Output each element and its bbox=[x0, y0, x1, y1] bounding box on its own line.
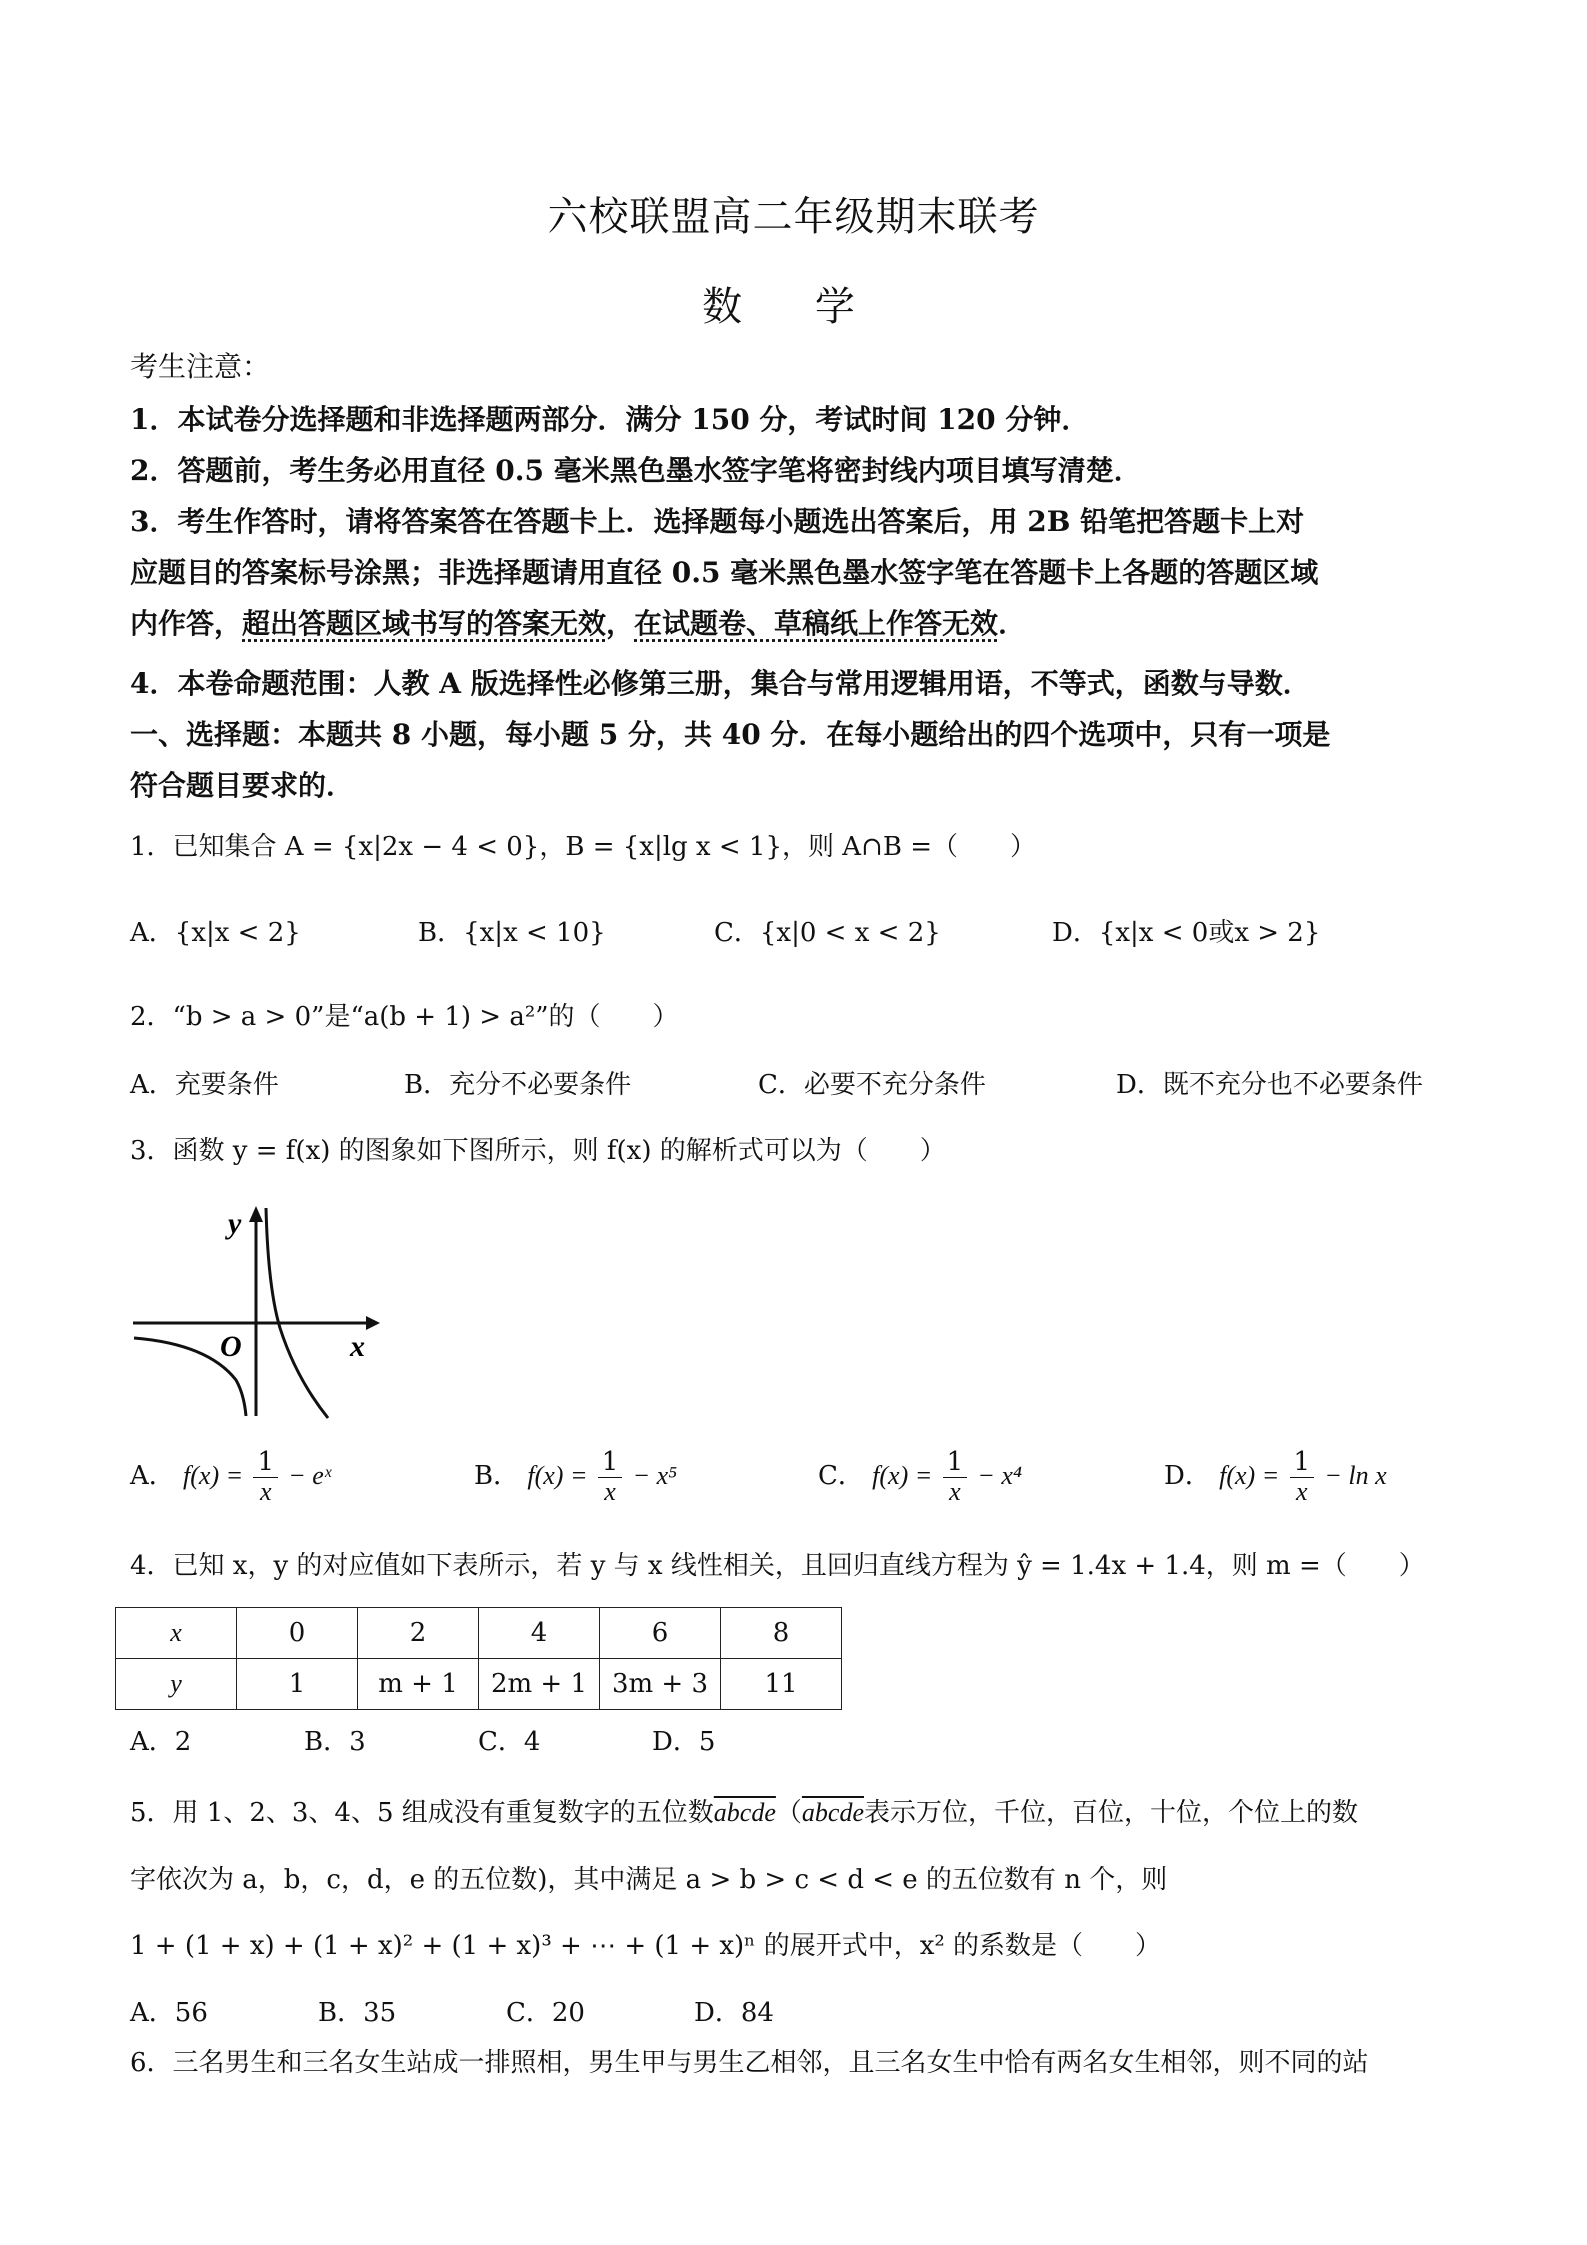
fraction bbox=[943, 1448, 968, 1506]
section-1-heading: 一、选择题：本题共 8 小题，每小题 5 分，共 40 分．在每小题给出的四个选项中，只有一项是 bbox=[130, 718, 1331, 751]
table-cell: 2m + 1 bbox=[479, 1659, 600, 1710]
data-table bbox=[115, 1607, 842, 1710]
question-3-stem: 3．函数 y = f(x) 的图象如下图所示，则 f(x) 的解析式可以为（ ） bbox=[130, 1136, 946, 1166]
function-lhs: f(x) = bbox=[527, 1461, 588, 1491]
fraction-denominator: x bbox=[949, 1476, 961, 1506]
question-text: （ bbox=[775, 1798, 802, 1828]
q5-option-d[interactable]: D．84 bbox=[694, 1998, 774, 2028]
q3-option-d[interactable] bbox=[1164, 1448, 1387, 1506]
subject-title: 数 学 bbox=[702, 284, 885, 330]
table-cell: 11 bbox=[721, 1659, 842, 1710]
y-axis-arrow bbox=[249, 1206, 263, 1222]
function-rest: − x⁵ bbox=[632, 1461, 678, 1491]
function-lhs: f(x) = bbox=[1219, 1461, 1280, 1491]
q3-option-a[interactable] bbox=[130, 1448, 331, 1506]
table-cell: 1 bbox=[237, 1659, 358, 1710]
question-5-line-3: 1 + (1 + x) + (1 + x)² + (1 + x)³ + ⋯ + (1 + x)ⁿ 的展开式中，x² 的系数是（ ） bbox=[130, 1931, 1162, 1961]
question-4-stem: 4．已知 x，y 的对应值如下表所示，若 y 与 x 线性相关，且回归直线方程为 ŷ = 1.4x + 1.4，则 m =（ ） bbox=[130, 1551, 1425, 1581]
origin-label: O bbox=[220, 1330, 242, 1363]
table-cell: 8 bbox=[721, 1608, 842, 1659]
x-axis-label: x bbox=[350, 1330, 365, 1363]
q3-option-b[interactable] bbox=[474, 1448, 677, 1506]
emphasis-text: 超出答题区域书写的答案无效 bbox=[242, 607, 607, 640]
q2-option-b[interactable]: B．充分不必要条件 bbox=[404, 1070, 632, 1100]
fraction-numerator: 1 bbox=[943, 1448, 968, 1478]
q1-option-c[interactable]: C．{x|0 < x < 2} bbox=[714, 918, 941, 948]
question-5-line-2: 字依次为 a，b，c，d，e 的五位数)，其中满足 a > b > c < d < e 的五位数有 n 个，则 bbox=[130, 1865, 1168, 1895]
table-cell: 3m + 3 bbox=[600, 1659, 721, 1710]
q4-option-c[interactable]: C．4 bbox=[478, 1727, 541, 1757]
number-notation: abcde bbox=[801, 1798, 864, 1827]
exam-title: 六校联盟高二年级期末联考 bbox=[547, 194, 1040, 240]
table-row bbox=[116, 1608, 842, 1659]
y-axis-label: y bbox=[228, 1207, 242, 1240]
question-5-line-1 bbox=[130, 1792, 1358, 1829]
function-lhs: f(x) = bbox=[183, 1461, 244, 1491]
notice-text: 内作答， bbox=[130, 607, 243, 640]
question-6-line-1: 6．三名男生和三名女生站成一排照相，男生甲与男生乙相邻，且三名女生中恰有两名女生相邻，则不同的站 bbox=[130, 2048, 1369, 2078]
q2-option-d[interactable]: D．既不充分也不必要条件 bbox=[1116, 1070, 1423, 1100]
q5-option-c[interactable]: C．20 bbox=[506, 1998, 585, 2028]
table-cell: 2 bbox=[358, 1608, 479, 1659]
table-cell: 6 bbox=[600, 1608, 721, 1659]
table-cell: y bbox=[116, 1659, 237, 1710]
x-axis-arrow bbox=[366, 1316, 380, 1330]
question-text: 5．用 1、2、3、4、5 组成没有重复数字的五位数 bbox=[130, 1798, 714, 1828]
notice-item-3-line-3 bbox=[130, 602, 1026, 642]
option-label: A． bbox=[130, 1461, 175, 1492]
notice-item-3-line-1: 3．考生作答时，请将答案答在答题卡上．选择题每小题选出答案后，用 2B 铅笔把答题卡上对 bbox=[130, 505, 1305, 538]
notice-text: ． bbox=[998, 607, 1027, 640]
q3-option-c[interactable] bbox=[818, 1448, 1022, 1506]
fraction-numerator: 1 bbox=[598, 1448, 623, 1478]
q5-option-a[interactable]: A．56 bbox=[130, 1998, 208, 2028]
fraction bbox=[598, 1448, 623, 1506]
table-cell: m + 1 bbox=[358, 1659, 479, 1710]
fraction bbox=[253, 1448, 278, 1506]
notice-item-4: 4．本卷命题范围：人教 A 版选择性必修第三册，集合与常用逻辑用语，不等式，函数与导数． bbox=[130, 667, 1311, 700]
q4-option-b[interactable]: B．3 bbox=[304, 1727, 366, 1757]
notice-item-3-line-2: 应题目的答案标号涂黑；非选择题请用直径 0.5 毫米黑色墨水签字笔在答题卡上各题的答题区域 bbox=[130, 556, 1319, 589]
q2-option-c[interactable]: C．必要不充分条件 bbox=[758, 1070, 986, 1100]
q1-option-d[interactable]: D．{x|x < 0或x > 2} bbox=[1052, 918, 1321, 948]
fraction-denominator: x bbox=[604, 1476, 616, 1506]
q4-option-d[interactable]: D．5 bbox=[652, 1727, 716, 1757]
table-cell: 4 bbox=[479, 1608, 600, 1659]
q4-option-a[interactable]: A．2 bbox=[130, 1727, 192, 1757]
q2-option-a[interactable]: A．充要条件 bbox=[130, 1070, 279, 1100]
q1-option-a[interactable]: A．{x|x < 2} bbox=[130, 918, 301, 948]
fraction-denominator: x bbox=[1296, 1476, 1308, 1506]
option-label: C． bbox=[818, 1461, 864, 1492]
notice-item-1: 1．本试卷分选择题和非选择题两部分．满分 150 分，考试时间 120 分钟． bbox=[130, 403, 1090, 436]
right-branch-curve bbox=[266, 1208, 328, 1418]
question-2-stem: 2．“b > a > 0”是“a(b + 1) > a²”的（ ） bbox=[130, 1002, 679, 1032]
table-row bbox=[116, 1659, 842, 1710]
fraction-denominator: x bbox=[259, 1476, 272, 1506]
notice-text: ， bbox=[606, 607, 635, 640]
function-graph bbox=[128, 1198, 388, 1428]
section-1-heading-cont: 符合题目要求的． bbox=[130, 769, 355, 802]
fraction-numerator: 1 bbox=[1290, 1448, 1315, 1478]
table-cell: 0 bbox=[237, 1608, 358, 1659]
number-notation: abcde bbox=[713, 1798, 776, 1827]
function-lhs: f(x) = bbox=[872, 1461, 933, 1491]
notice-heading: 考生注意： bbox=[130, 350, 271, 383]
emphasis-text: 在试题卷、草稿纸上作答无效 bbox=[634, 607, 999, 640]
function-rest: − ln x bbox=[1324, 1461, 1387, 1491]
option-label: B． bbox=[474, 1461, 520, 1492]
fraction bbox=[1290, 1448, 1315, 1506]
function-rest: − eˣ bbox=[288, 1461, 332, 1491]
function-rest: − x⁴ bbox=[977, 1461, 1022, 1491]
notice-item-2: 2．答题前，考生务必用直径 0.5 毫米黑色墨水签字笔将密封线内项目填写清楚． bbox=[130, 454, 1142, 487]
option-label: D． bbox=[1164, 1461, 1211, 1492]
q1-option-b[interactable]: B．{x|x < 10} bbox=[418, 918, 606, 948]
q5-option-b[interactable]: B．35 bbox=[318, 1998, 397, 2028]
fraction-numerator: 1 bbox=[253, 1448, 278, 1478]
question-text: 表示万位，千位，百位，十位，个位上的数 bbox=[864, 1798, 1359, 1828]
question-1-stem: 1．已知集合 A = {x|2x − 4 < 0}，B = {x|lg x < 1}，则 A∩B =（ ） bbox=[130, 832, 1036, 862]
table-cell: x bbox=[116, 1608, 237, 1659]
